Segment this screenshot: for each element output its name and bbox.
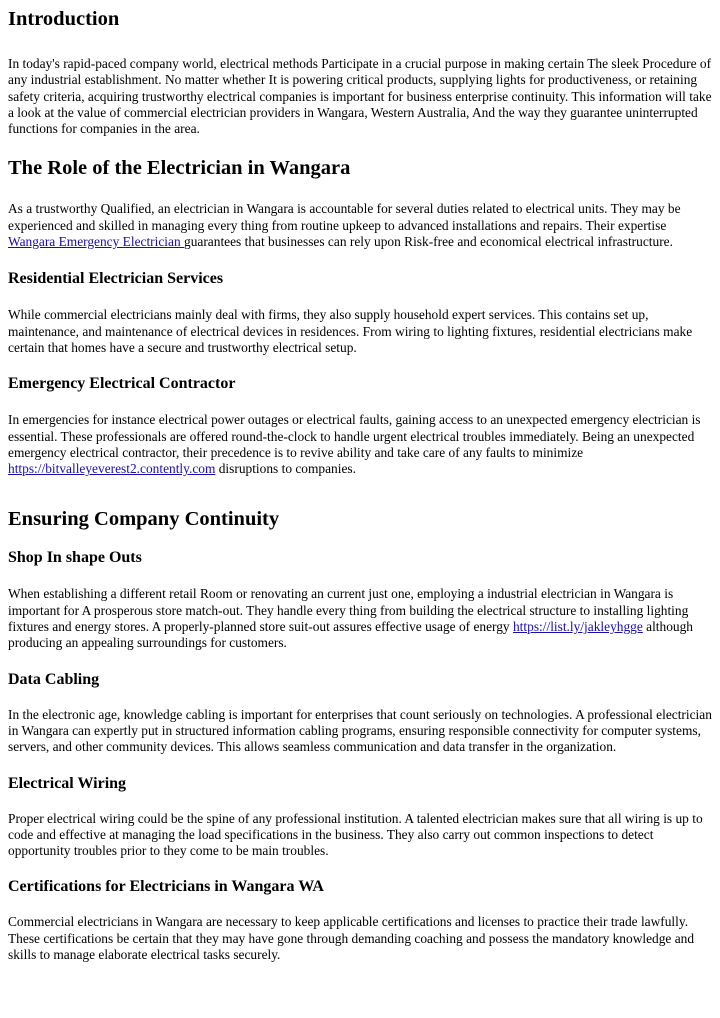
paragraph-data-cabling: In the electronic age, knowledge cabling is important for enterprises that count seriously on technologies. A professional electrician in Wangara can expertly put in structured information cabling programs, ensuring responsible connectivity for computer systems, servers, and other community devices. This allows seamless communication and data transfer in the organization. <box>8 706 712 755</box>
heading-data-cabling: Data Cabling <box>8 670 100 688</box>
link-bitvalleyeverest[interactable]: https://bitvalleyeverest2.contently.com <box>8 461 216 477</box>
heading-introduction: Introduction <box>8 8 120 30</box>
paragraph-residential-services: While commercial electricians mainly deal with firms, they also supply household expert services. This contains set up, maintenance, and maintenance of electrical devices in residences. From wiring to lighting fixtures, residential electricians make certain that homes have a secure and trustworthy electrical setup. <box>8 307 693 355</box>
paragraph-emergency-contractor <box>8 412 712 477</box>
role-text-before: As a trustworthy Qualified, an electrician in Wangara is accountable for several duties related to electrical units. They may be experienced and skilled in managing every thing from routine upkeep to advanced installations and repairs. Their expertise <box>8 201 681 233</box>
heading-company-continuity: Ensuring Company Continuity <box>8 508 280 531</box>
link-wangara-emergency-electrician[interactable]: Wangara Emergency Electrician <box>8 234 185 250</box>
heading-emergency-contractor: Emergency Electrical Contractor <box>8 375 236 393</box>
paragraph-electrical-wiring: Proper electrical wiring could be the spine of any professional institution. A talented electrician makes sure that all wiring is up to code and effective at managing the load specifications in the business. They also carry out common inspections to detect opportunity troubles prior to they come to be main troubles. <box>8 810 703 859</box>
heading-shop-fit-outs: Shop In shape Outs <box>8 549 142 567</box>
heading-electrical-wiring: Electrical Wiring <box>8 774 127 792</box>
paragraph-role-of-electrician <box>8 201 712 250</box>
shop-text-before: When establishing a different retail Room or renovating an current just one, employing a industrial electrician in Wangara is important for A prosperous store match-out. They handle every thing from building the electrical structure to installing lighting fixtures and energy stores. A properly-planned store suit-out assures effective usage of energy <box>8 586 689 635</box>
heading-residential-services: Residential Electrician Services <box>8 270 224 288</box>
shop-text-after: although producing an appealing surroundings for customers. <box>8 619 694 651</box>
heading-role-of-electrician: The Role of the Electrician in Wangara <box>8 157 351 180</box>
role-text-after: guarantees that businesses can rely upon Risk-free and economical electrical infrastructure. <box>184 234 673 250</box>
emergency-text-before: In emergencies for instance electrical power outages or electrical faults, gaining access to an unexpected emergency electrician is essential. These professionals are offered round-the-clock to handle urgent electrical troubles immediately. Being an unexpected emergency electrical contractor, their precedence is to revive ability and take care of any faults to minimize <box>8 412 701 460</box>
paragraph-certifications: Commercial electricians in Wangara are necessary to keep applicable certifications and licenses to practice their trade lawfully. These certifications be certain that they may have gone through demanding coaching and possess the mandatory knowledge and skills to manage elaborate electrical tasks securely. <box>8 914 695 963</box>
link-listly[interactable]: https://list.ly/jakleyhgge <box>512 619 643 635</box>
paragraph-shop-fit-outs <box>8 586 712 651</box>
paragraph-introduction: In today's rapid-paced company world, electrical methods Participate in a crucial purpose in making certain The sleek Procedure of any industrial establishment. No matter whether It is powering critical products, supplying lights for productiveness, or retaining safety criteria, acquiring trustworthy electrical companies is important for business enterprise continuity. This information will take a look at the value of commercial electrician providers in Wangara, Western Australia, And the way they guarantee uninterrupted functions for companies in the area. <box>8 56 712 137</box>
emergency-text-after: disruptions to companies. <box>215 461 356 477</box>
heading-certifications: Certifications for Electricians in Wangara WA <box>8 878 324 896</box>
